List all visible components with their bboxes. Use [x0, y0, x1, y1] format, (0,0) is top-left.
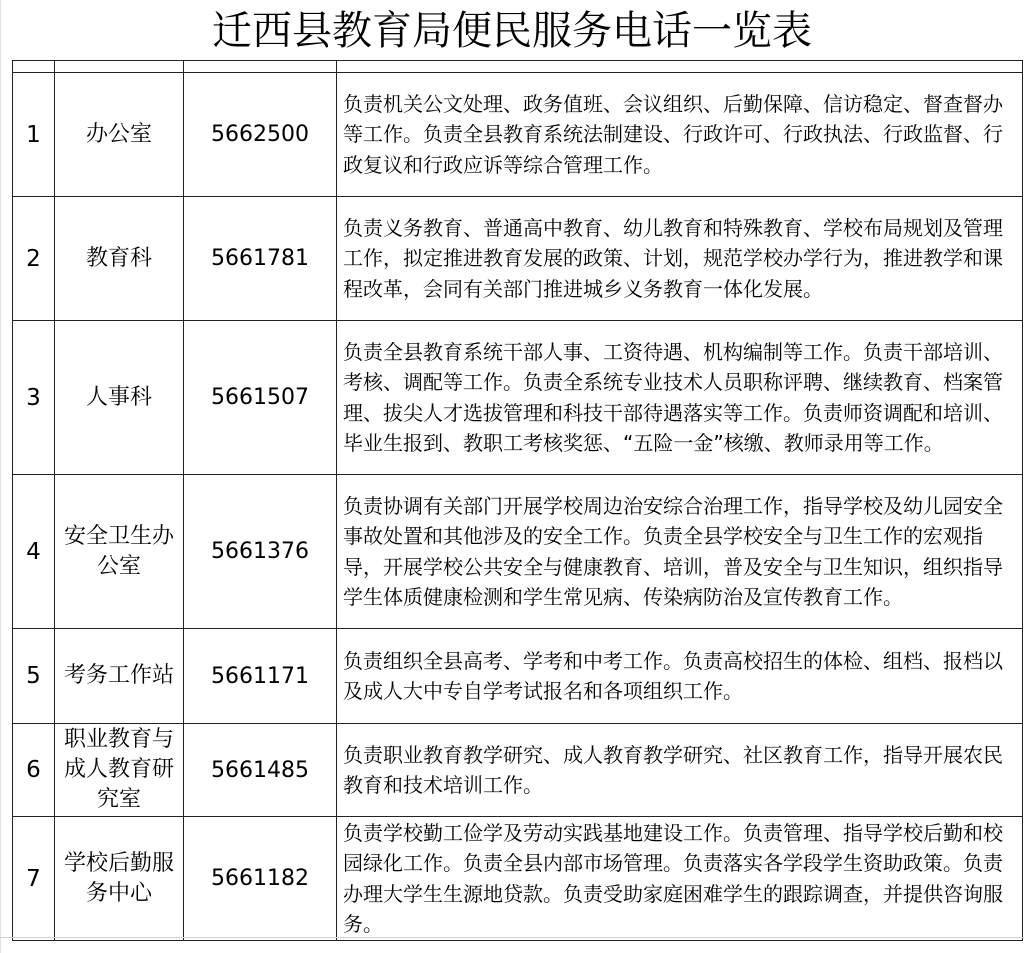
header-cell-no [13, 61, 55, 73]
page-bottom-rule [0, 937, 1024, 938]
phone-number: 5661376 [184, 475, 337, 629]
row-number: 1 [13, 73, 55, 197]
phone-number: 5662500 [184, 73, 337, 197]
header-cell-dept [55, 61, 184, 73]
department-name: 安全卫生办公室 [55, 475, 184, 629]
table-row [13, 629, 1023, 724]
table-row [13, 321, 1023, 475]
header-cell-phone [184, 61, 337, 73]
department-name: 办公室 [55, 73, 184, 197]
row-number: 3 [13, 321, 55, 475]
phone-number: 5661182 [184, 817, 337, 941]
duty-description: 负责职业教育教学研究、成人教育教学研究、社区教育工作，指导开展农民教育和技术培训工作。 [337, 724, 1023, 817]
phone-number: 5661507 [184, 321, 337, 475]
department-name: 职业教育与成人教育研究室 [55, 724, 184, 817]
phone-number: 5661781 [184, 197, 337, 321]
duty-description: 负责义务教育、普通高中教育、幼儿教育和特殊教育、学校布局规划及管理工作，拟定推进教育发展的政策、计划，规范学校办学行为，推进教学和课程改革，会同有关部门推进城乡义务教育一体化发展。 [337, 197, 1023, 321]
table-row [13, 197, 1023, 321]
duty-description: 负责协调有关部门开展学校周边治安综合治理工作，指导学校及幼儿园安全事故处置和其他涉及的安全工作。负责全县学校安全与卫生工作的宏观指导，开展学校公共安全与健康教育、培训，普及安全与卫生知识，组织指导学生体质健康检测和学生常见病、传染病防治及宣传教育工作。 [337, 475, 1023, 629]
phone-number: 5661171 [184, 629, 337, 724]
department-name: 考务工作站 [55, 629, 184, 724]
row-number: 6 [13, 724, 55, 817]
table-row [13, 724, 1023, 817]
table-row [13, 475, 1023, 629]
row-number: 2 [13, 197, 55, 321]
row-number: 5 [13, 629, 55, 724]
header-cell-desc [337, 61, 1023, 73]
page-title: 迁西县教育局便民服务电话一览表 [212, 8, 812, 54]
row-number: 7 [13, 817, 55, 941]
duty-description: 负责学校勤工俭学及劳动实践基地建设工作。负责管理、指导学校后勤和校园绿化工作。负责全县内部市场管理。负责落实各学段学生资助政策。负责办理大学生生源地贷款。负责受助家庭困难学生的跟踪调查，并提供咨询服务。 [337, 817, 1023, 941]
table-header-row [13, 61, 1023, 73]
table-row [13, 73, 1023, 197]
phone-number: 5661485 [184, 724, 337, 817]
department-name: 教育科 [55, 197, 184, 321]
department-name: 学校后勤服务中心 [55, 817, 184, 941]
row-number: 4 [13, 475, 55, 629]
duty-description: 负责组织全县高考、学考和中考工作。负责高校招生的体检、组档、报档以及成人大中专自学考试报名和各项组织工作。 [337, 629, 1023, 724]
department-name: 人事科 [55, 321, 184, 475]
duty-description: 负责全县教育系统干部人事、工资待遇、机构编制等工作。负责干部培训、考核、调配等工作。负责全系统专业技术人员职称评聘、继续教育、档案管理、拔尖人才选拔管理和科技干部待遇落实等工作。负责师资调配和培训、毕业生报到、教职工考核奖惩、“五险一金”核缴、教师录用等工作。 [337, 321, 1023, 475]
phone-directory-table [12, 60, 1023, 941]
duty-description: 负责机关公文处理、政务值班、会议组织、后勤保障、信访稳定、督查督办等工作。负责全县教育系统法制建设、行政许可、行政执法、行政监督、行政复议和行政应诉等综合管理工作。 [337, 73, 1023, 197]
page-left-border [0, 0, 1, 953]
table-row [13, 817, 1023, 941]
